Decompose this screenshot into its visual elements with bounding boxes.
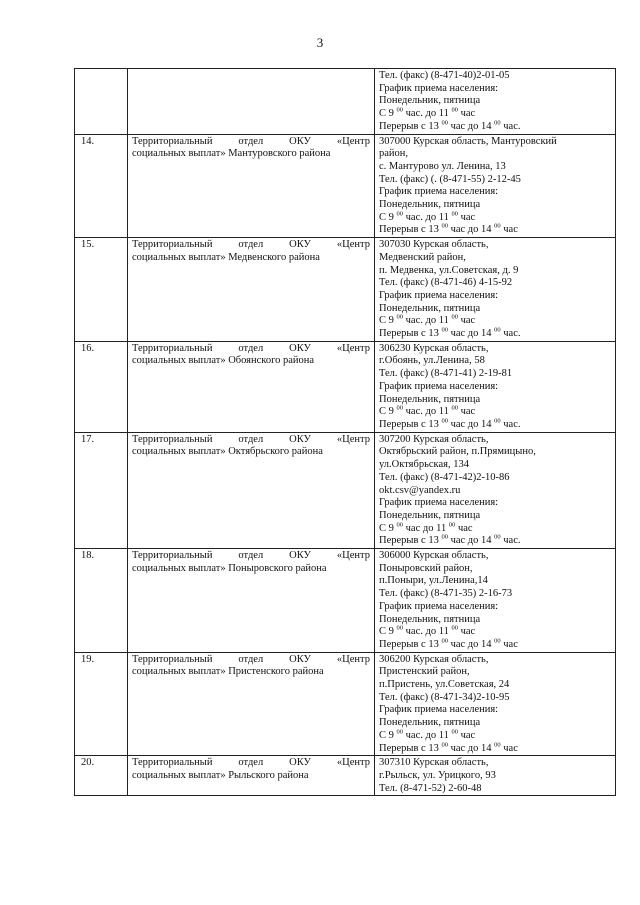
address-text: График приема населения: (379, 600, 499, 612)
address-line (379, 174, 611, 187)
time-minutes: 00 (494, 417, 501, 425)
time-minutes: 00 (396, 404, 404, 412)
office-address-cell (375, 549, 616, 653)
address-text: 307030 Курская область, (379, 239, 489, 251)
address-text: час (500, 224, 518, 236)
address-text: 307200 Курская область, (379, 433, 489, 445)
address-text: час (500, 742, 518, 754)
address-text: Медвенский район, (379, 251, 466, 263)
address-line (379, 343, 611, 356)
address-line (379, 472, 611, 485)
address-line (379, 679, 611, 692)
office-name-cell (128, 69, 375, 135)
address-line (379, 459, 611, 472)
address-line (379, 497, 611, 510)
time-minutes: 00 (494, 326, 501, 334)
address-text: Тел. (факс) (8-471-40)2-01-05 (379, 70, 510, 81)
time-minutes: 00 (441, 741, 448, 749)
address-text: час до 14 (447, 224, 495, 236)
row-number: 17. (75, 432, 128, 548)
address-line (379, 70, 611, 83)
address-line (379, 510, 611, 523)
table-row (75, 756, 616, 796)
address-line (379, 666, 611, 679)
address-text: час до 14 (447, 328, 495, 340)
address-text: час до 11 (403, 522, 449, 534)
office-name-line: Территориальный отдел ОКУ «Центр (132, 135, 370, 147)
table-row (75, 341, 616, 432)
row-number: 14. (75, 134, 128, 238)
time-minutes: 00 (441, 119, 448, 127)
office-address-cell (375, 134, 616, 238)
address-line (379, 277, 611, 290)
address-line (379, 394, 611, 407)
address-text: час. до 11 (403, 406, 452, 418)
address-text: час (457, 406, 476, 418)
time-minutes: 00 (451, 313, 458, 321)
address-line (379, 148, 611, 161)
address-text: Перерыв с 13 (379, 328, 442, 340)
address-line (379, 639, 611, 652)
address-text: Понедельник, пятница (379, 199, 481, 211)
address-text: График приема населения: (379, 186, 499, 198)
address-text: График приема населения: (379, 289, 499, 301)
time-minutes: 00 (396, 521, 404, 529)
address-text: Перерыв с 13 (379, 418, 442, 430)
address-line (379, 434, 611, 447)
page-number: 3 (316, 35, 324, 50)
table-row (75, 134, 616, 238)
address-line (379, 757, 611, 770)
address-line (379, 161, 611, 174)
address-text: С 9 (379, 522, 397, 534)
office-name-cell (128, 652, 375, 756)
time-minutes: 00 (451, 624, 458, 632)
address-text: Перерыв с 13 (379, 120, 442, 132)
address-text: час до 14 (447, 535, 495, 547)
address-line (379, 328, 611, 341)
table-row (75, 549, 616, 653)
office-address-cell (375, 652, 616, 756)
row-number: 16. (75, 341, 128, 432)
address-text: Поныровский район, (379, 562, 473, 574)
office-name-cell (128, 134, 375, 238)
office-name-line: Территориальный отдел ОКУ «Центр (132, 653, 370, 665)
time-minutes: 00 (451, 404, 458, 412)
address-text: г.Рыльск, ул. Урицкого, 93 (379, 769, 496, 781)
address-text: С 9 (379, 315, 397, 327)
address-text: час. до 11 (403, 108, 452, 120)
office-address-cell (375, 432, 616, 548)
office-name-cell (128, 238, 375, 342)
address-text: час до 14 (447, 418, 495, 430)
address-text: 306230 Курская область, (379, 342, 489, 354)
time-minutes: 00 (396, 624, 404, 632)
office-name-line: социальных выплат» Пристенского района (132, 666, 324, 678)
address-line (379, 136, 611, 149)
address-text: Тел. (8-471-52) 2-60-48 (379, 782, 482, 794)
time-minutes: 00 (396, 106, 404, 114)
address-text: Тел. (факс) (8-471-46) 4-15-92 (379, 277, 513, 289)
address-line (379, 199, 611, 212)
office-name-line: Территориальный отдел ОКУ «Центр (132, 239, 370, 251)
address-text: Перерыв с 13 (379, 535, 442, 547)
address-text: час до 14 (447, 120, 495, 132)
office-name-line: социальных выплат» Обоянского района (132, 355, 315, 367)
address-text: Понедельник, пятница (379, 613, 481, 625)
address-text: С 9 (379, 729, 397, 741)
office-name-line: социальных выплат» Октябрьского района (132, 446, 323, 458)
address-text: okt.csv@yandex.ru (379, 484, 461, 496)
row-number: 19. (75, 652, 128, 756)
address-text: Понедельник, пятница (379, 95, 481, 107)
address-text: График приема населения: (379, 704, 499, 716)
address-text: час (457, 211, 476, 223)
time-minutes: 00 (451, 210, 458, 218)
office-name-line: социальных выплат» Мантуровского района (132, 148, 331, 160)
table-row (75, 432, 616, 548)
address-text: ул.Октябрьская, 134 (379, 459, 469, 471)
time-minutes: 00 (441, 417, 448, 425)
address-text: С 9 (379, 211, 397, 223)
address-text: час (500, 638, 518, 650)
time-minutes: 00 (494, 741, 501, 749)
time-minutes: 00 (396, 728, 404, 736)
office-address-cell (375, 69, 616, 135)
address-text: час (457, 626, 476, 638)
address-text: График приема населения: (379, 82, 499, 94)
address-line (379, 83, 611, 96)
address-line (379, 265, 611, 278)
time-minutes: 00 (396, 313, 404, 321)
address-line (379, 743, 611, 756)
address-text: Понедельник, пятница (379, 717, 481, 729)
address-text: район, (379, 148, 409, 160)
time-minutes: 00 (494, 533, 501, 541)
time-minutes: 00 (494, 637, 501, 645)
address-text: час (455, 522, 473, 534)
office-name-line: социальных выплат» Рыльского района (132, 769, 309, 781)
address-line (379, 121, 611, 134)
address-line (379, 381, 611, 394)
address-line (379, 654, 611, 667)
address-text: 306200 Курская область, (379, 653, 489, 665)
address-line (379, 563, 611, 576)
address-text: С 9 (379, 626, 397, 638)
address-line (379, 368, 611, 381)
address-text: час. до 11 (403, 626, 452, 638)
address-line (379, 770, 611, 783)
address-line (379, 717, 611, 730)
table-row (75, 652, 616, 756)
row-number: 20. (75, 756, 128, 796)
address-text: час. до 11 (403, 729, 452, 741)
address-text: Октябрьский район, п.Прямицыно, (379, 446, 536, 458)
office-name-cell (128, 549, 375, 653)
address-text: С 9 (379, 108, 397, 120)
address-text: час. (500, 120, 521, 132)
address-line (379, 419, 611, 432)
address-text: Пристенский район, (379, 666, 470, 678)
table-row (75, 238, 616, 342)
address-text: Тел. (факс) (8-471-35) 2-16-73 (379, 588, 513, 600)
time-minutes: 00 (494, 222, 501, 230)
address-line (379, 575, 611, 588)
address-text: 307000 Курская область, Мантуровский (379, 135, 557, 147)
address-text: Тел. (факс) (8-471-34)2-10-95 (379, 691, 510, 703)
address-text: час (457, 108, 476, 120)
address-line (379, 186, 611, 199)
address-text: Перерыв с 13 (379, 224, 442, 236)
office-name-line: Территориальный отдел ОКУ «Центр (132, 342, 370, 354)
time-minutes: 00 (396, 210, 404, 218)
address-text: с. Мантурово ул. Ленина, 13 (379, 160, 506, 172)
address-line (379, 601, 611, 614)
address-text: График приема населения: (379, 380, 499, 392)
address-text: час (457, 315, 476, 327)
address-line (379, 252, 611, 265)
office-name-line: Территориальный отдел ОКУ «Центр (132, 550, 370, 562)
time-minutes: 00 (451, 106, 458, 114)
address-line (379, 303, 611, 316)
address-text: час до 14 (447, 742, 495, 754)
address-text: 307310 Курская область, (379, 757, 489, 769)
address-text: Тел. (факс) (8-471-42)2-10-86 (379, 471, 510, 483)
address-line (379, 704, 611, 717)
time-minutes: 00 (441, 637, 448, 645)
row-number: 18. (75, 549, 128, 653)
office-name-cell (128, 341, 375, 432)
address-line (379, 535, 611, 548)
address-text: час. до 11 (403, 315, 452, 327)
office-name-cell (128, 432, 375, 548)
address-text: График приема населения: (379, 497, 499, 509)
address-text: п.Поныри, ул.Ленина,14 (379, 575, 488, 587)
address-line (379, 550, 611, 563)
table-row (75, 69, 616, 135)
offices-table (74, 68, 616, 796)
address-line (379, 692, 611, 705)
time-minutes: 00 (441, 533, 448, 541)
office-name-cell (128, 756, 375, 796)
address-text: Перерыв с 13 (379, 742, 442, 754)
address-line (379, 588, 611, 601)
address-text: г.Обоянь, ул.Ленина, 58 (379, 355, 485, 367)
address-text: час. (500, 328, 521, 340)
row-number: 15. (75, 238, 128, 342)
address-text: С 9 (379, 406, 397, 418)
address-text: час. (500, 535, 521, 547)
office-address-cell (375, 238, 616, 342)
office-name-line: Территориальный отдел ОКУ «Центр (132, 433, 370, 445)
office-address-cell (375, 341, 616, 432)
address-text: Понедельник, пятница (379, 509, 481, 521)
row-number (75, 69, 128, 135)
address-text: 306000 Курская область, (379, 550, 489, 562)
address-line (379, 446, 611, 459)
office-name-line: социальных выплат» Поныровского района (132, 562, 327, 574)
address-line (379, 355, 611, 368)
address-text: п. Медвенка, ул.Советская, д. 9 (379, 264, 519, 276)
address-text: п.Пристень, ул.Советская, 24 (379, 679, 510, 691)
address-line (379, 783, 611, 796)
address-text: час. (500, 418, 521, 430)
address-line (379, 239, 611, 252)
offices-table-body (75, 69, 616, 796)
time-minutes: 00 (441, 326, 448, 334)
address-line (379, 614, 611, 627)
address-text: Понедельник, пятница (379, 393, 481, 405)
time-minutes: 00 (448, 521, 456, 529)
address-text: Тел. (факс) (8-471-41) 2-19-81 (379, 368, 513, 380)
address-text: Понедельник, пятница (379, 302, 481, 314)
office-name-line: социальных выплат» Медвенского района (132, 251, 320, 263)
office-address-cell (375, 756, 616, 796)
address-line (379, 485, 611, 498)
office-name-line: Территориальный отдел ОКУ «Центр (132, 757, 370, 769)
address-text: Тел. (факс) (. (8-471-55) 2-12-45 (379, 173, 521, 185)
address-line (379, 95, 611, 108)
address-text: час. до 11 (403, 211, 452, 223)
address-text: час до 14 (447, 638, 495, 650)
address-text: час (457, 729, 476, 741)
address-text: Перерыв с 13 (379, 638, 442, 650)
address-line (379, 224, 611, 237)
time-minutes: 00 (451, 728, 458, 736)
time-minutes: 00 (441, 222, 448, 230)
address-line (379, 290, 611, 303)
time-minutes: 00 (494, 119, 501, 127)
